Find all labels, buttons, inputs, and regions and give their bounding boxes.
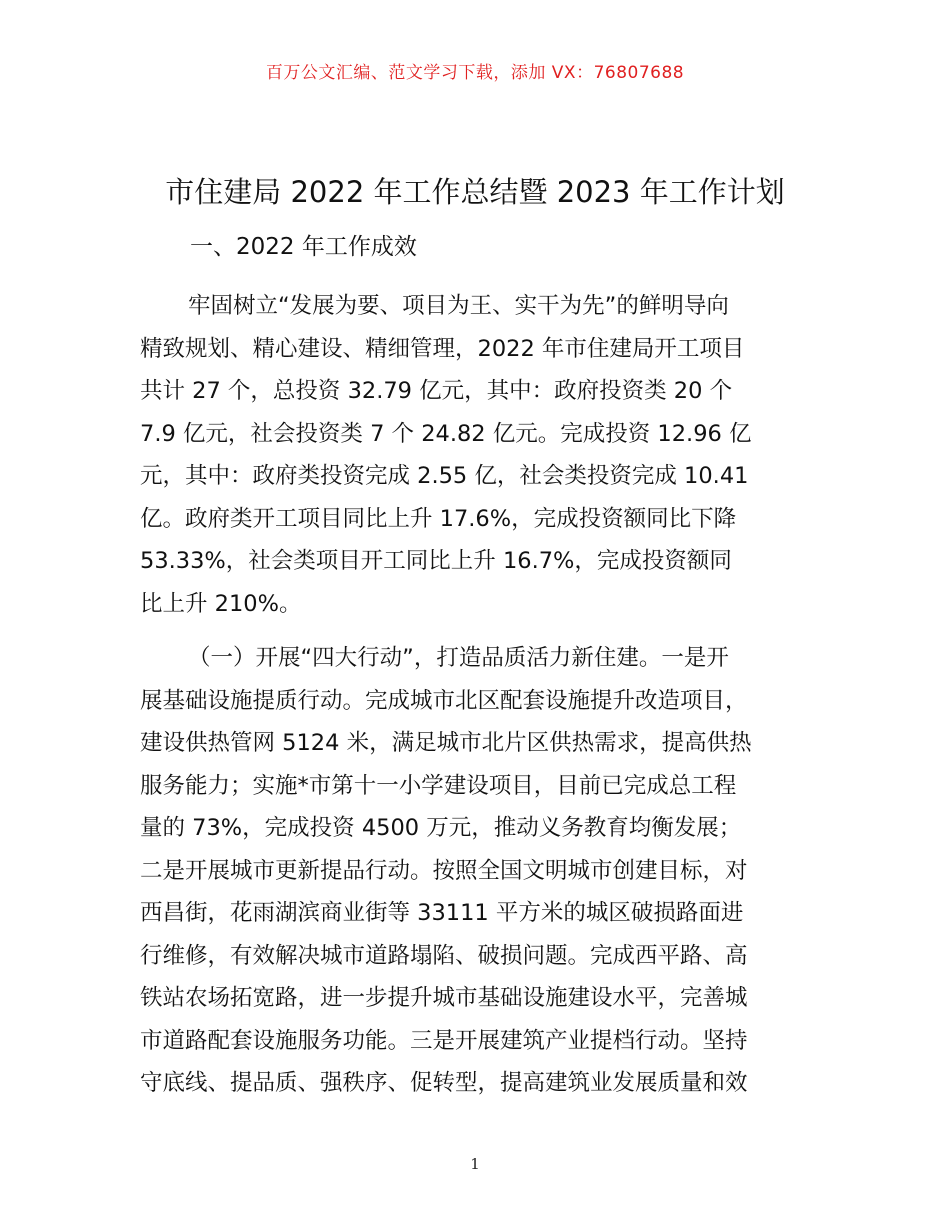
section-heading: 一、2022 年工作成效 bbox=[190, 234, 417, 260]
text-line: 服务能力；实施*市第十一小学建设项目，目前已完成总工程 bbox=[140, 772, 737, 799]
document-title: 市住建局 2022 年工作总结暨 2023 年工作计划 bbox=[165, 175, 785, 209]
text-line: 量的 73%，完成投资 4500 万元，推动义务教育均衡发展； bbox=[140, 815, 742, 841]
paragraph-achievements bbox=[140, 285, 820, 625]
text-line: 亿。政府类开工项目同比上升 17.6%，完成投资额同比下降 bbox=[140, 505, 737, 532]
text-line: 建设供热管网 5124 米，满足城市北片区供热需求，提高供热 bbox=[140, 730, 752, 756]
text-line: 守底线、提品质、强秩序、促转型，提高建筑业发展质量和效 bbox=[140, 1070, 748, 1096]
text-line: 二是开展城市更新提品行动。按照全国文明城市创建目标，对 bbox=[140, 857, 748, 884]
text-line: 精致规划、精心建设、精细管理，2022 年市住建局开工项目 bbox=[140, 335, 745, 362]
text-line: 展基础设施提质行动。完成城市北区配套设施提升改造项目， bbox=[140, 687, 748, 714]
text-line: 行维修，有效解决城市道路塌陷、破损问题。完成西平路、高 bbox=[140, 942, 748, 969]
text-line: 牢固树立“发展为要、项目为王、实干为先”的鲜明导向 bbox=[188, 293, 729, 319]
text-line: 市道路配套设施服务功能。三是开展建筑产业提档行动。坚持 bbox=[140, 1027, 748, 1054]
text-line: （一）开展“四大行动”，打造品质活力新住建。一是开 bbox=[188, 645, 729, 671]
text-line: 铁站农场拓宽路，进一步提升城市基础设施建设水平，完善城 bbox=[140, 985, 748, 1011]
page-number: 1 bbox=[470, 1155, 480, 1173]
watermark-banner: 百万公文汇编、范文学习下载，添加 VX：76807688 bbox=[265, 63, 685, 83]
text-line: 共计 27 个，总投资 32.79 亿元，其中：政府投资类 20 个 bbox=[140, 378, 733, 404]
text-line: 元，其中：政府类投资完成 2.55 亿，社会类投资完成 10.41 bbox=[140, 463, 749, 489]
paragraph-four-actions bbox=[140, 637, 820, 1105]
text-line: 7.9 亿元，社会投资类 7 个 24.82 亿元。完成投资 12.96 亿 bbox=[140, 420, 752, 447]
text-line: 西昌街，花雨湖滨商业街等 33111 平方米的城区破损路面进 bbox=[140, 900, 744, 926]
text-line: 53.33%，社会类项目开工同比上升 16.7%，完成投资额同 bbox=[140, 548, 732, 574]
text-line: 比上升 210%。 bbox=[140, 590, 302, 617]
